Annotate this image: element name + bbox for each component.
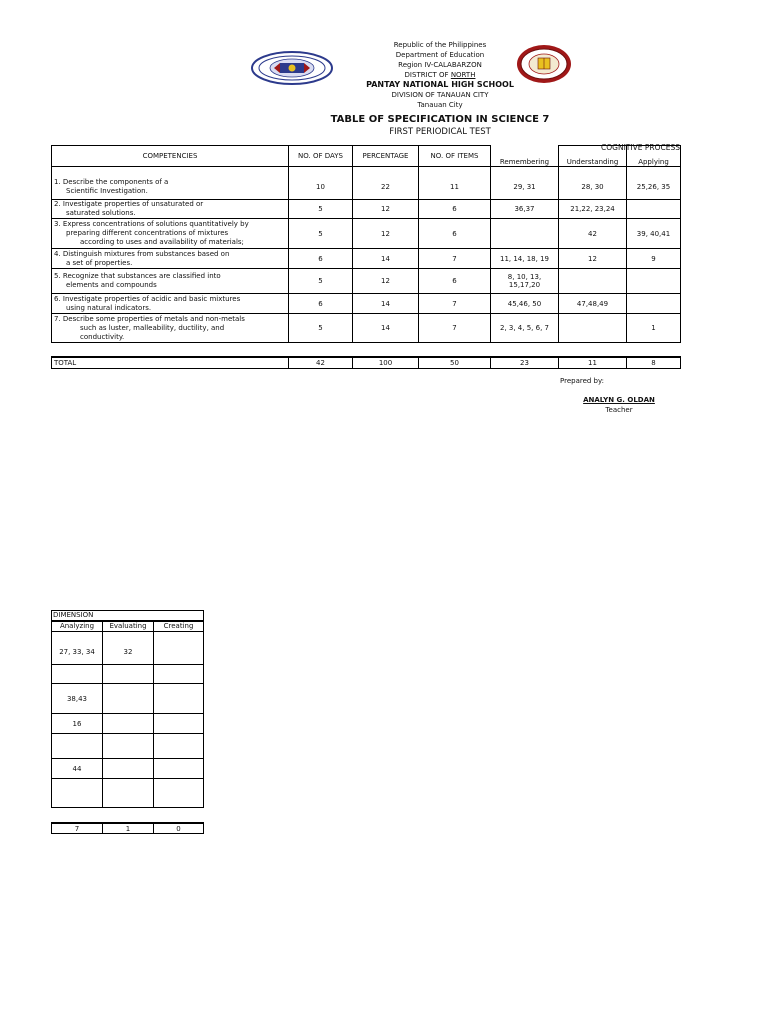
remembering-cell: 11, 14, 18, 19	[491, 249, 559, 269]
competency-cell: 7. Describe some properties of metals and non-metals such as luster, malleability, ductility, and conductivity.	[52, 314, 289, 343]
total-creating: 0	[154, 823, 204, 834]
dimension-table	[51, 610, 204, 808]
items-cell: 7	[419, 249, 491, 269]
pct-cell: 12	[353, 219, 419, 249]
understanding-cell: 47,48,49	[559, 294, 627, 314]
understanding-cell: 28, 30	[559, 175, 627, 200]
analyzing-cell: 38,43	[52, 684, 103, 714]
remembering-cell: 36,37	[491, 200, 559, 219]
page-subtitle: FIRST PERIODICAL TEST	[389, 127, 491, 137]
total-understanding: 11	[559, 357, 627, 369]
table-row	[52, 219, 681, 249]
understanding-cell: 21,22, 23,24	[559, 200, 627, 219]
table-row	[52, 294, 681, 314]
letterhead-line: Republic of the Philippines	[393, 41, 487, 49]
dimension-totals-table	[51, 822, 204, 834]
items-cell: 6	[419, 219, 491, 249]
letterhead-line: Department of Education	[395, 51, 485, 59]
table-row	[52, 640, 204, 665]
applying-cell	[627, 200, 681, 219]
competency-cell: 3. Express concentrations of solutions quantitatively by preparing different concentrations of mixtures according to uses and availability of materials;	[52, 219, 289, 249]
creating-cell	[154, 684, 204, 714]
teacher-role: Teacher	[605, 406, 633, 414]
understanding-cell: 12	[559, 249, 627, 269]
totals-table	[51, 356, 681, 369]
evaluating-cell: 32	[103, 640, 154, 665]
dimension-title-row	[52, 611, 204, 621]
understanding-cell	[559, 269, 627, 294]
table-row	[52, 714, 204, 734]
creating-cell	[154, 759, 204, 779]
totals-row	[52, 357, 681, 369]
table-row	[52, 734, 204, 759]
dimension-label: DIMENSION	[52, 611, 204, 621]
days-cell: 5	[289, 314, 353, 343]
table-row	[52, 665, 204, 684]
items-cell: 7	[419, 314, 491, 343]
total-pct: 100	[353, 357, 419, 369]
col-creating: Creating	[154, 621, 204, 632]
prepared-by-label: Prepared by:	[560, 377, 604, 385]
remembering-cell: 29, 31	[491, 175, 559, 200]
days-cell: 10	[289, 175, 353, 200]
col-evaluating: Evaluating	[103, 621, 154, 632]
understanding-cell	[559, 314, 627, 343]
pct-cell: 12	[353, 269, 419, 294]
days-cell: 6	[289, 249, 353, 269]
col-competencies: COMPETENCIES	[52, 146, 289, 167]
applying-cell	[627, 294, 681, 314]
total-evaluating: 1	[103, 823, 154, 834]
pct-cell: 22	[353, 175, 419, 200]
creating-cell	[154, 640, 204, 665]
evaluating-cell	[103, 714, 154, 734]
col-analyzing: Analyzing	[52, 621, 103, 632]
remembering-cell	[491, 219, 559, 249]
analyzing-cell: 27, 33, 34	[52, 640, 103, 665]
district-line	[290, 70, 590, 80]
table-row	[52, 249, 681, 269]
creating-cell	[154, 734, 204, 759]
evaluating-cell	[103, 684, 154, 714]
spacer-row	[52, 632, 204, 640]
dimension-header-row	[52, 621, 204, 632]
creating-cell	[154, 665, 204, 684]
table-row	[52, 684, 204, 714]
remembering-cell: 2, 3, 4, 5, 6, 7	[491, 314, 559, 343]
district-prefix: DISTRICT OF	[404, 71, 451, 79]
evaluating-cell	[103, 779, 154, 808]
applying-cell: 9	[627, 249, 681, 269]
letterhead	[290, 40, 590, 110]
district-name: NORTH	[450, 71, 476, 79]
col-percentage: PERCENTAGE	[353, 146, 419, 167]
table-row	[52, 200, 681, 219]
school-name: PANTAY NATIONAL HIGH SCHOOL	[366, 80, 514, 89]
analyzing-cell: 16	[52, 714, 103, 734]
pct-cell: 12	[353, 200, 419, 219]
analyzing-cell	[52, 779, 103, 808]
city-name: Tanauan City	[417, 101, 463, 109]
total-days: 42	[289, 357, 353, 369]
page-title: TABLE OF SPECIFICATION IN SCIENCE 7	[330, 114, 550, 125]
competency-cell: 2. Investigate properties of unsaturated or saturated solutions.	[52, 200, 289, 219]
items-cell: 11	[419, 175, 491, 200]
col-remembering: Remembering	[491, 146, 559, 167]
days-cell: 6	[289, 294, 353, 314]
col-days: NO. OF DAYS	[289, 146, 353, 167]
evaluating-cell	[103, 759, 154, 779]
spacer-row	[52, 167, 681, 175]
applying-cell: 25,26, 35	[627, 175, 681, 200]
creating-cell	[154, 779, 204, 808]
applying-cell: 39, 40,41	[627, 219, 681, 249]
dimension-totals-row	[52, 823, 204, 834]
letterhead-line: Region IV-CALABARZON	[398, 61, 482, 69]
col-understanding: Understanding	[559, 146, 627, 167]
table-row	[52, 269, 681, 294]
competency-cell: 1. Describe the components of a Scientific Investigation.	[52, 175, 289, 200]
days-cell: 5	[289, 269, 353, 294]
table-row	[52, 175, 681, 200]
analyzing-cell: 44	[52, 759, 103, 779]
days-cell: 5	[289, 219, 353, 249]
remembering-cell: 8, 10, 13, 15,17,20	[491, 269, 559, 294]
evaluating-cell	[103, 734, 154, 759]
table-row	[52, 759, 204, 779]
competency-cell: 6. Investigate properties of acidic and basic mixtures using natural indicators.	[52, 294, 289, 314]
teacher-name: ANALYN G. OLDAN	[583, 396, 655, 404]
table-row	[52, 779, 204, 808]
analyzing-cell	[52, 734, 103, 759]
creating-cell	[154, 714, 204, 734]
table-header-row	[52, 146, 681, 167]
remembering-cell: 45,46, 50	[491, 294, 559, 314]
competency-cell: 5. Recognize that substances are classified into elements and compounds	[52, 269, 289, 294]
pct-cell: 14	[353, 294, 419, 314]
total-remembering: 23	[491, 357, 559, 369]
pct-cell: 14	[353, 314, 419, 343]
pct-cell: 14	[353, 249, 419, 269]
items-cell: 7	[419, 294, 491, 314]
competency-cell: 4. Distinguish mixtures from substances based on a set of properties.	[52, 249, 289, 269]
analyzing-cell	[52, 665, 103, 684]
cognitive-process-label: COGNITIVE PROCESS	[601, 143, 680, 152]
col-applying: Applying	[627, 146, 681, 167]
total-items: 50	[419, 357, 491, 369]
total-analyzing: 7	[52, 823, 103, 834]
understanding-cell: 42	[559, 219, 627, 249]
col-items: NO. OF ITEMS	[419, 146, 491, 167]
table-row	[52, 314, 681, 343]
total-applying: 8	[627, 357, 681, 369]
division-name: DIVISION OF TANAUAN CITY	[391, 91, 489, 99]
total-label: TOTAL	[52, 357, 289, 369]
items-cell: 6	[419, 200, 491, 219]
applying-cell	[627, 269, 681, 294]
spec-table	[51, 145, 681, 343]
days-cell: 5	[289, 200, 353, 219]
applying-cell: 1	[627, 314, 681, 343]
evaluating-cell	[103, 665, 154, 684]
items-cell: 6	[419, 269, 491, 294]
